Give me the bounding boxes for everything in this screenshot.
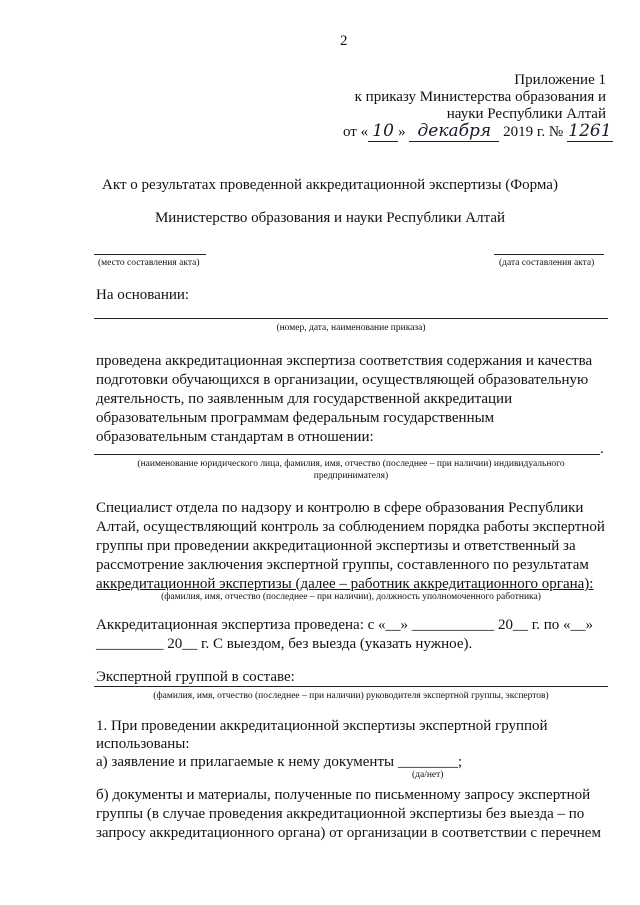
paragraph2-line: группы при проведении аккредитационной экспертизы и ответственный за	[96, 538, 576, 554]
expert-group-caption: (фамилия, имя, отчество (последнее – при наличии) руководителя экспертной группы, экспертов)	[153, 691, 549, 701]
order-number-handwritten: 1261	[568, 121, 612, 141]
paragraph2-line: рассмотрение заключения экспертной группы, составленного по результатам	[96, 557, 589, 573]
appendix-line-2: к приказу Министерства образования и	[354, 89, 606, 105]
item-a-caption: (да/нет)	[412, 770, 444, 780]
item-a: а) заявление и прилагаемые к нему документы ________;	[96, 754, 462, 770]
order-field-line	[94, 318, 608, 319]
item-b	[96, 786, 608, 843]
paragraph-specialist	[96, 499, 608, 594]
page-number: 2	[340, 33, 348, 49]
entity-field-line	[94, 454, 600, 455]
entity-caption-line-2: предпринимателя)	[313, 471, 389, 481]
appendix-line-3: науки Республики Алтай	[446, 106, 606, 122]
ministry-name: Министерство образования и науки Республики Алтай	[154, 210, 506, 226]
order-caption: (номер, дата, наименование приказа)	[276, 323, 426, 333]
specialist-caption: (фамилия, имя, отчество (последнее – при наличии), должность уполномоченного работника)	[161, 592, 541, 602]
paragraph1-line: образовательным программам федеральным государственным	[96, 410, 495, 426]
paragraph2-line: аккредитационной экспертизы (далее – работник аккредитационного органа):	[96, 576, 594, 592]
date-prefix: от «	[343, 124, 369, 140]
date-mid: »	[398, 124, 406, 140]
paragraph1-line: деятельность, по заявленным для государственной аккредитации	[96, 391, 513, 407]
expertise-dates-line-2: _________ 20__ г. С выездом, без выезда (указать нужное).	[96, 636, 473, 652]
place-field-line	[94, 254, 206, 255]
paragraph1-line: образовательным стандартам в отношении:	[96, 429, 374, 445]
appendix-line-1: Приложение 1	[514, 72, 606, 88]
expert-group-label: Экспертной группой в составе:	[96, 669, 295, 685]
appendix-date-line	[343, 122, 613, 146]
date-field-line	[494, 254, 604, 255]
paragraph-accreditation	[96, 352, 608, 447]
item-1-line-2: использованы:	[96, 736, 190, 752]
place-caption: (место составления акта)	[98, 258, 200, 268]
date-caption: (дата составления акта)	[499, 258, 595, 268]
expertise-dates-line-1: Аккредитационная экспертиза проведена: с «__» ___________ 20__ г. по «__»	[96, 617, 594, 633]
date-day-handwritten: 10	[368, 122, 398, 142]
paragraph2-line: Специалист отдела по надзору и контролю в сфере образования Республики	[96, 500, 584, 516]
paragraph1-line: подготовки обучающихся в организации, осуществляющей образовательную	[96, 372, 589, 388]
date-month-handwritten: декабря	[409, 122, 499, 142]
entity-line-period: .	[600, 441, 604, 457]
date-year: 2019 г. №	[503, 124, 564, 140]
item-b-line: б) документы и материалы, полученные по письменному запросу экспертной	[96, 787, 591, 803]
document-title: Акт о результатах проведенной аккредитационной экспертизы (Форма)	[102, 177, 558, 193]
item-1-line-1: 1. При проведении аккредитационной экспертизы экспертной группой	[96, 718, 548, 734]
expert-group-field-line	[94, 686, 608, 687]
basis-label: На основании:	[96, 287, 190, 303]
entity-caption-line-1: (наименование юридического лица, фамилия, имя, отчество (последнее – при наличии) индивидуального	[137, 459, 565, 469]
paragraph2-line: Алтай, осуществляющий контроль за соблюдением порядка работы экспертной	[96, 519, 605, 535]
item-b-line: группы (в случае проведения аккредитационной экспертизы без выезда – по	[96, 806, 585, 822]
paragraph1-line: проведена аккредитационная экспертиза соответствия содержания и качества	[96, 353, 593, 369]
item-b-line: запросу аккредитационного органа) от организации в соответствии с перечнем	[96, 825, 601, 841]
